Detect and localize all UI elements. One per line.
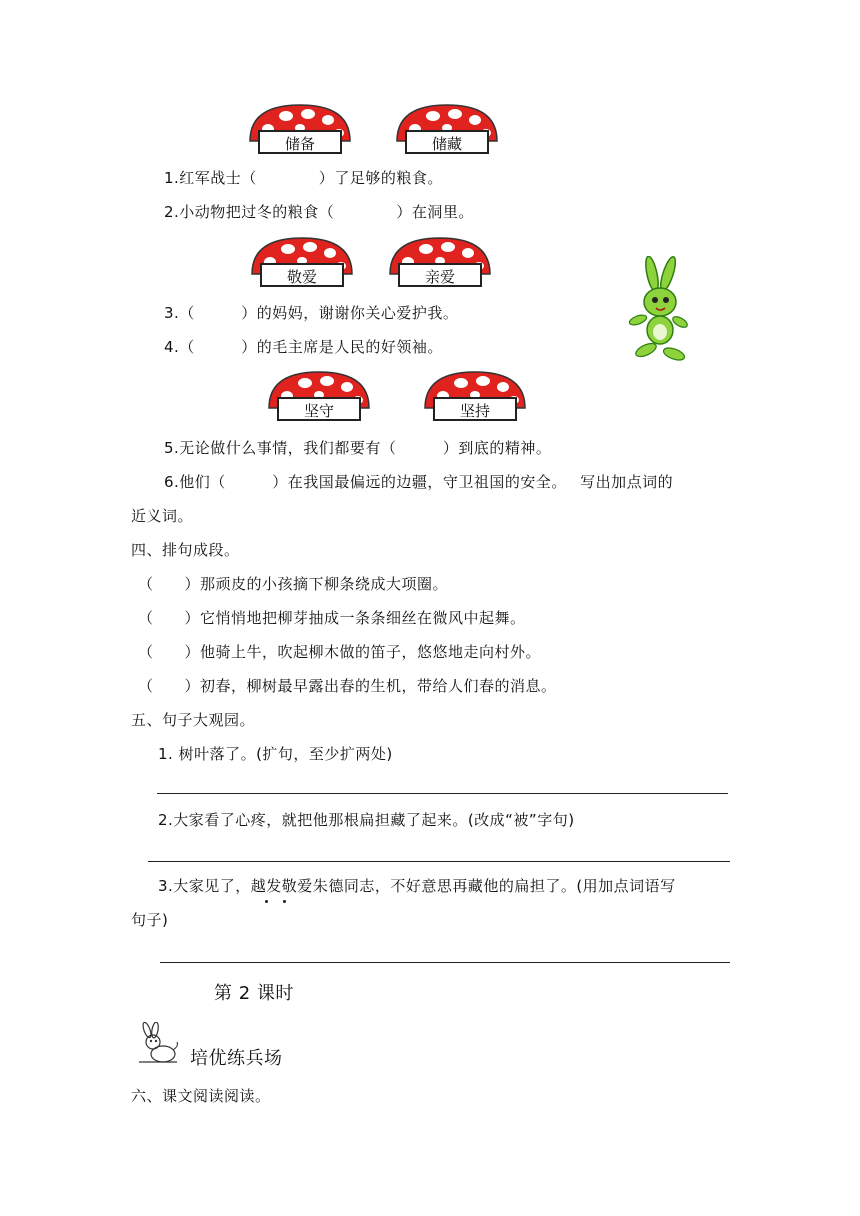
green-rabbit-icon	[622, 256, 694, 366]
sentence-2: 2.大家看了心疼，就把他那根扁担藏了起来。(改成“被”字句)	[158, 811, 575, 829]
word-option: 储藏	[405, 130, 489, 154]
rabbit-sketch-icon	[133, 1022, 185, 1066]
question-6-continued: 近义词。	[131, 507, 194, 525]
question-3: 3.（ ）的妈妈，谢谢你关心爱护我。	[164, 304, 459, 322]
question-6: 6.他们（ ）在我国最偏远的边疆，守卫祖国的安全。 写出加点词的	[164, 473, 674, 491]
mushroom-card	[265, 370, 373, 426]
answer-line	[157, 793, 728, 794]
mushroom-card	[393, 103, 501, 159]
section-6-title: 六、课文阅读阅读。	[131, 1087, 271, 1105]
sentence-3: 3.大家见了，越发敬爱朱德同志，不好意思再藏他的扁担了。(用加点词语写	[158, 877, 676, 895]
word-option: 敬爱	[260, 263, 344, 287]
section-5-title: 五、句子大观园。	[131, 711, 256, 729]
sentence-1: 1. 树叶落了。(扩句，至少扩两处)	[158, 745, 393, 763]
emphasis-dot	[283, 900, 286, 903]
answer-line	[160, 962, 730, 963]
mushroom-card	[246, 103, 354, 159]
word-option: 坚守	[277, 397, 361, 421]
sentence-3-continued: 句子)	[131, 911, 169, 929]
word-option: 亲爱	[398, 263, 482, 287]
question-1: 1.红军战士（ ）了足够的粮食。	[164, 169, 443, 187]
list-item: （ ）初春，柳树最早露出春的生机，带给人们春的消息。	[138, 677, 557, 695]
emphasis-dot	[265, 900, 268, 903]
mushroom-card	[386, 236, 494, 292]
list-item: （ ）它悄悄地把柳芽抽成一条条细丝在微风中起舞。	[138, 609, 526, 627]
list-item: （ ）那顽皮的小孩摘下柳条绕成大项圈。	[138, 575, 449, 593]
question-4: 4.（ ）的毛主席是人民的好领袖。	[164, 338, 443, 356]
mushroom-card	[248, 236, 356, 292]
word-option: 储备	[258, 130, 342, 154]
mushroom-card	[421, 370, 529, 426]
section-4-title: 四、排句成段。	[131, 541, 240, 559]
answer-line	[148, 861, 730, 862]
question-5: 5.无论做什么事情，我们都要有（ ）到底的精神。	[164, 439, 552, 457]
question-2: 2.小动物把过冬的粮食（ ）在洞里。	[164, 203, 474, 221]
list-item: （ ）他骑上牛，吹起柳木做的笛子，悠悠地走向村外。	[138, 643, 542, 661]
word-option: 坚持	[433, 397, 517, 421]
lesson-title: 第 2 课时	[214, 983, 294, 1004]
practice-heading: 培优练兵场	[190, 1048, 283, 1069]
